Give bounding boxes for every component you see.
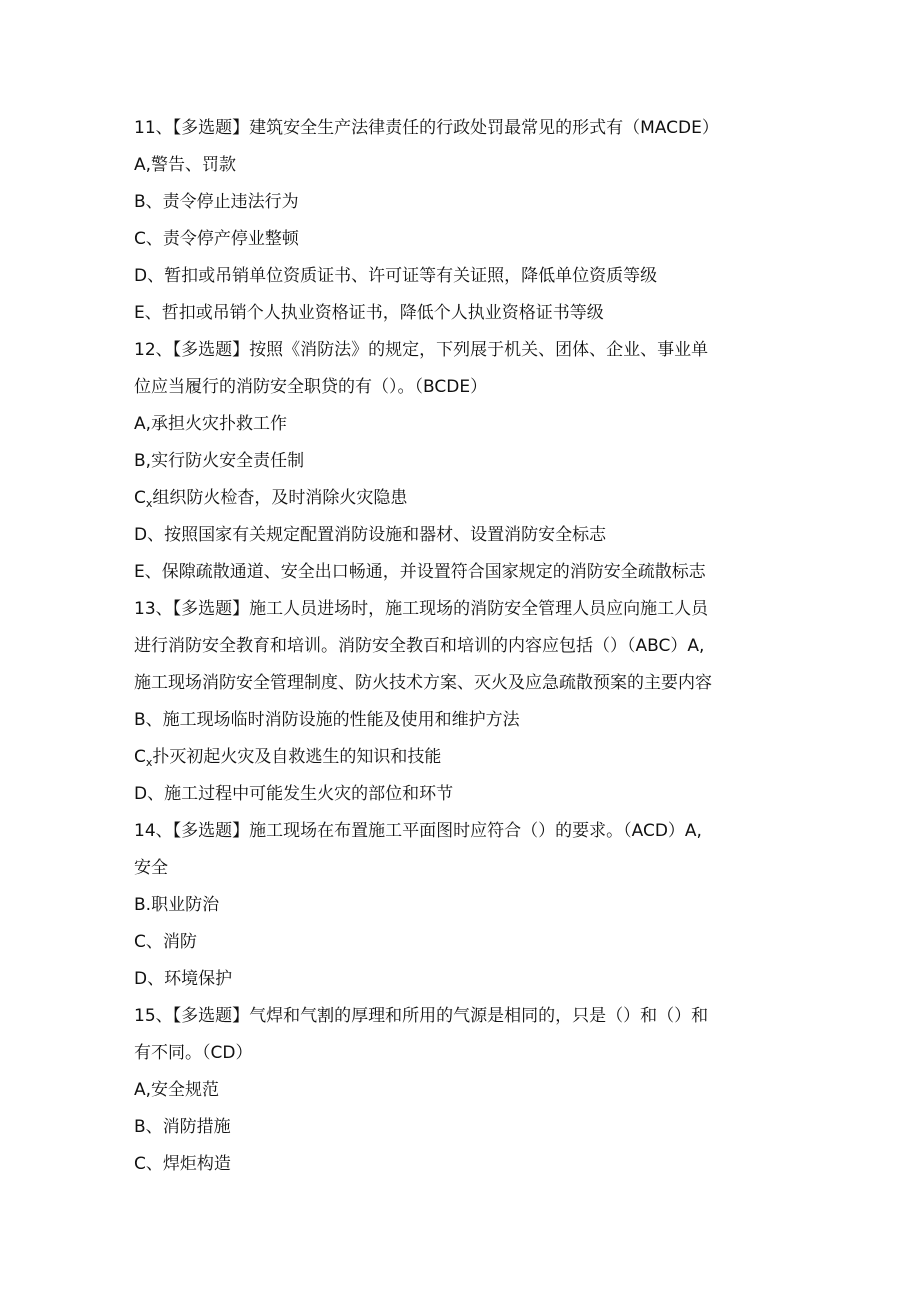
question-list [134,110,774,1183]
question-14-stem-line-1: 14、【多选题】施工现场在布置施工平面图时应符合（）的要求。（ACD）A, [134,821,702,841]
question-13-option-c [134,739,774,776]
question-11-option-d: D、暂扣或吊销单位资质证书、许可证等有关证照，降低单位资质等级 [134,266,658,286]
option-prefix: C [134,747,146,767]
question-13-option-d: D、施工过程中可能发生火灾的部位和环节 [134,784,454,804]
question-14-option-b: B.职业防治 [134,895,220,915]
question-14-option-d: D、环境保护 [134,969,233,989]
question-15-option-c: C、焊炬构造 [134,1154,231,1174]
question-15-option-b: B、消防措施 [134,1117,231,1137]
question-15-stem-line-2: 有不同。（CD） [134,1043,253,1063]
option-subscript: x [145,497,153,510]
question-13-option-b: B、施工现场临时消防设施的性能及使用和维护方法 [134,710,520,730]
question-12-option-c [134,480,774,517]
option-subscript: x [145,756,153,769]
question-11-option-b: B、责令停止违法行为 [134,192,299,212]
question-12-option-d: D、按照国家有关规定配置消防设施和器材、设置消防安全标志 [134,525,607,545]
question-14-stem-line-2: 安全 [134,858,168,878]
option-prefix: C [134,488,146,508]
question-12-stem-line-1: 12、【多选题】按照《消防法》的规定，下列展于机关、团体、企业、事业单 [134,340,709,360]
question-12-option-e: E、保隙疏散通道、安全出口畅通，并设置符合国家规定的消防安全疏散标志 [134,562,706,582]
question-11-option-a: A,警告、罚款 [134,155,237,175]
question-11-stem: 11、【多选题】建筑安全生产法律责任的行政处罚最常见的形式有（MACDE） [134,118,719,138]
question-14-option-c: C、消防 [134,932,197,952]
question-13-stem-line-3: 施工现场消防安全管理制度、防火技术方案、灭火及应急疏散预案的主要内容 [134,673,712,693]
option-text: 组织防火检杳，及时消除火灾隐患 [152,488,408,508]
question-13-stem-line-2: 进行消防安全教育和培训。消防安全教百和培训的内容应包括（）（ABC）A, [134,636,705,656]
question-12-option-b: B,实行防火安全责任制 [134,451,305,471]
question-13-stem-line-1: 13、【多选题】施工人员进场时，施工现场的消防安全管理人员应向施工人员 [134,599,709,619]
option-text: 扑灭初起火灾及自救逃生的知识和技能 [152,747,442,767]
question-11-option-e: E、哲扣或吊销个人执业资格证书，降低个人执业资格证书等级 [134,303,604,323]
question-15-option-a: A,安全规范 [134,1080,220,1100]
question-11-option-c: C、责令停产停业整顿 [134,229,299,249]
question-15-stem-line-1: 15、【多选题】气焊和气割的厚理和所用的气源是相同的，只是（）和（）和 [134,1006,709,1026]
question-12-option-a: A,承担火灾扑救工作 [134,414,288,434]
question-12-stem-line-2: 位应当履行的消防安全职贷的有（）。（BCDE） [134,377,488,397]
